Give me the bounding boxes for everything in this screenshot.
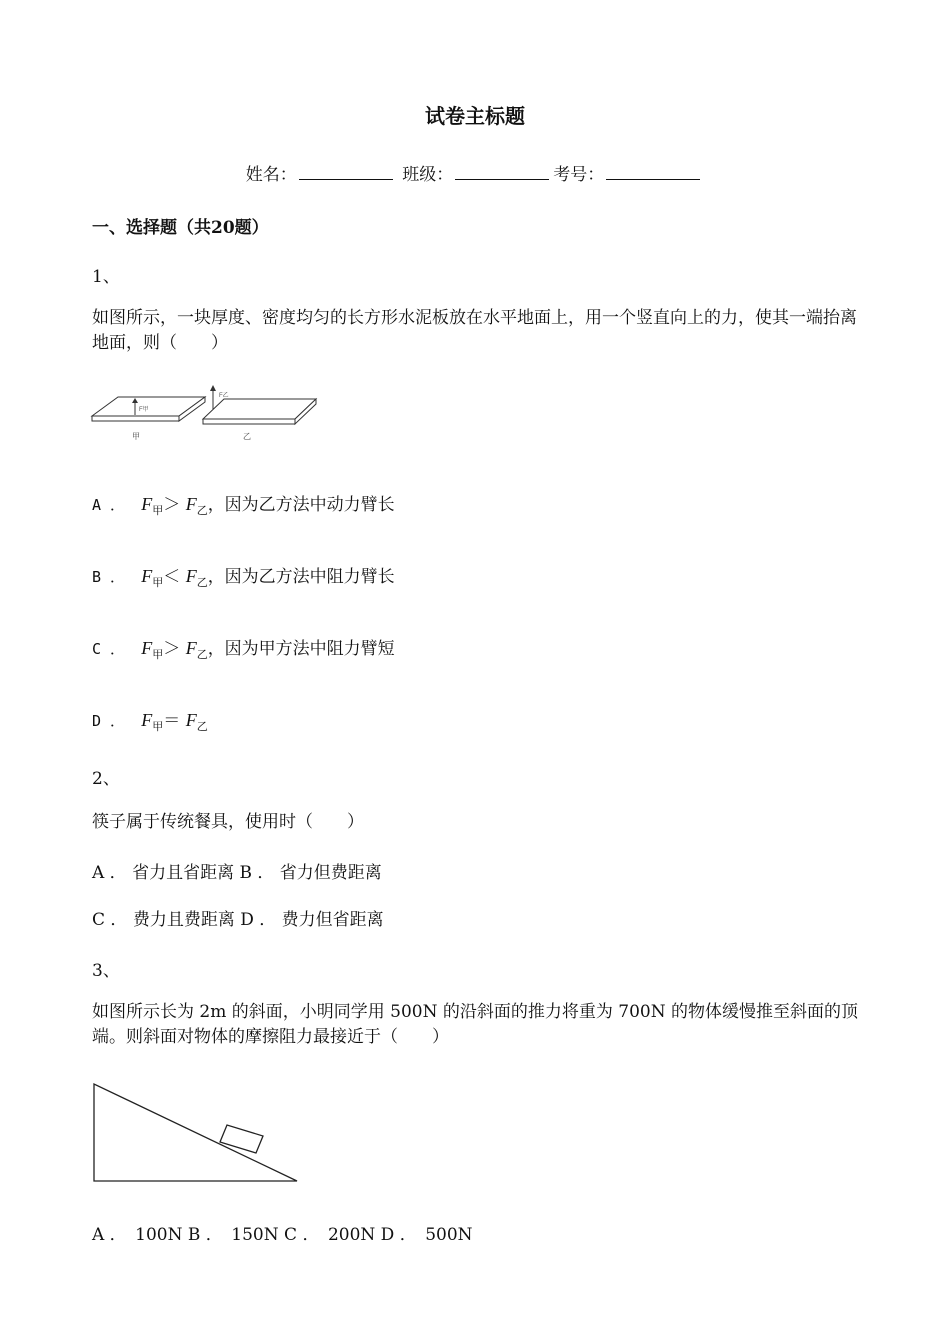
incline-triangle	[94, 1084, 297, 1181]
option-b[interactable]: B ． $F_甲< F_乙$，因为乙方法中阻力臂长	[92, 566, 395, 589]
question-stem: 筷子属于传统餐具，使用时（ ）	[92, 812, 364, 832]
name-label: 姓名：	[245, 165, 297, 185]
page-title: 试卷主标题	[425, 104, 525, 128]
exam-no-label: 考号：	[553, 165, 605, 185]
class-blank[interactable]	[455, 165, 549, 180]
option-line[interactable]: A ． 省力且省距离 B ． 省力但费距离	[92, 863, 382, 883]
question-number: 2、	[92, 769, 120, 789]
question-number: 1、	[92, 267, 120, 287]
option-line[interactable]: C ． 费力且费距离 D ． 费力但省距离	[92, 910, 384, 930]
student-info-line	[0, 160, 950, 185]
figure-label-right: 乙	[243, 432, 251, 441]
slab-right	[203, 385, 316, 424]
name-blank[interactable]	[299, 165, 393, 180]
force-right-label: F乙	[219, 393, 229, 399]
option-a[interactable]: A ． $F_甲> F_乙$，因为乙方法中动力臂长	[92, 494, 395, 517]
question-number: 3、	[92, 961, 120, 981]
exam-no-blank[interactable]	[606, 165, 700, 180]
class-label: 班级：	[402, 165, 454, 185]
figure-label-left: 甲	[132, 432, 140, 441]
force-left-label: F甲	[139, 407, 149, 413]
incline-figure	[90, 1080, 302, 1186]
question-stem: 如图所示，一块厚度、密度均匀的长方形水泥板放在水平地面上，用一个竖直向上的力，使其一端抬离地面，则（ ）	[92, 308, 857, 353]
option-line[interactable]: A ． 100N B ． 150N C ． 200N D ． 500N	[92, 1225, 473, 1245]
option-c[interactable]: C ． $F_甲> F_乙$，因为甲方法中阻力臂短	[92, 638, 395, 661]
slab-lever-figure	[88, 383, 320, 445]
question-stem: 如图所示长为 2m 的斜面，小明同学用 500N 的沿斜面的推力将重为 700N 的物体缓慢推至斜面的顶端。则斜面对物体的摩擦阻力最接近于（ ）	[92, 1002, 859, 1047]
option-d[interactable]: D ． $F_甲= F_乙$	[92, 710, 208, 733]
section-heading: 一、选择题（共20题）	[92, 218, 269, 238]
